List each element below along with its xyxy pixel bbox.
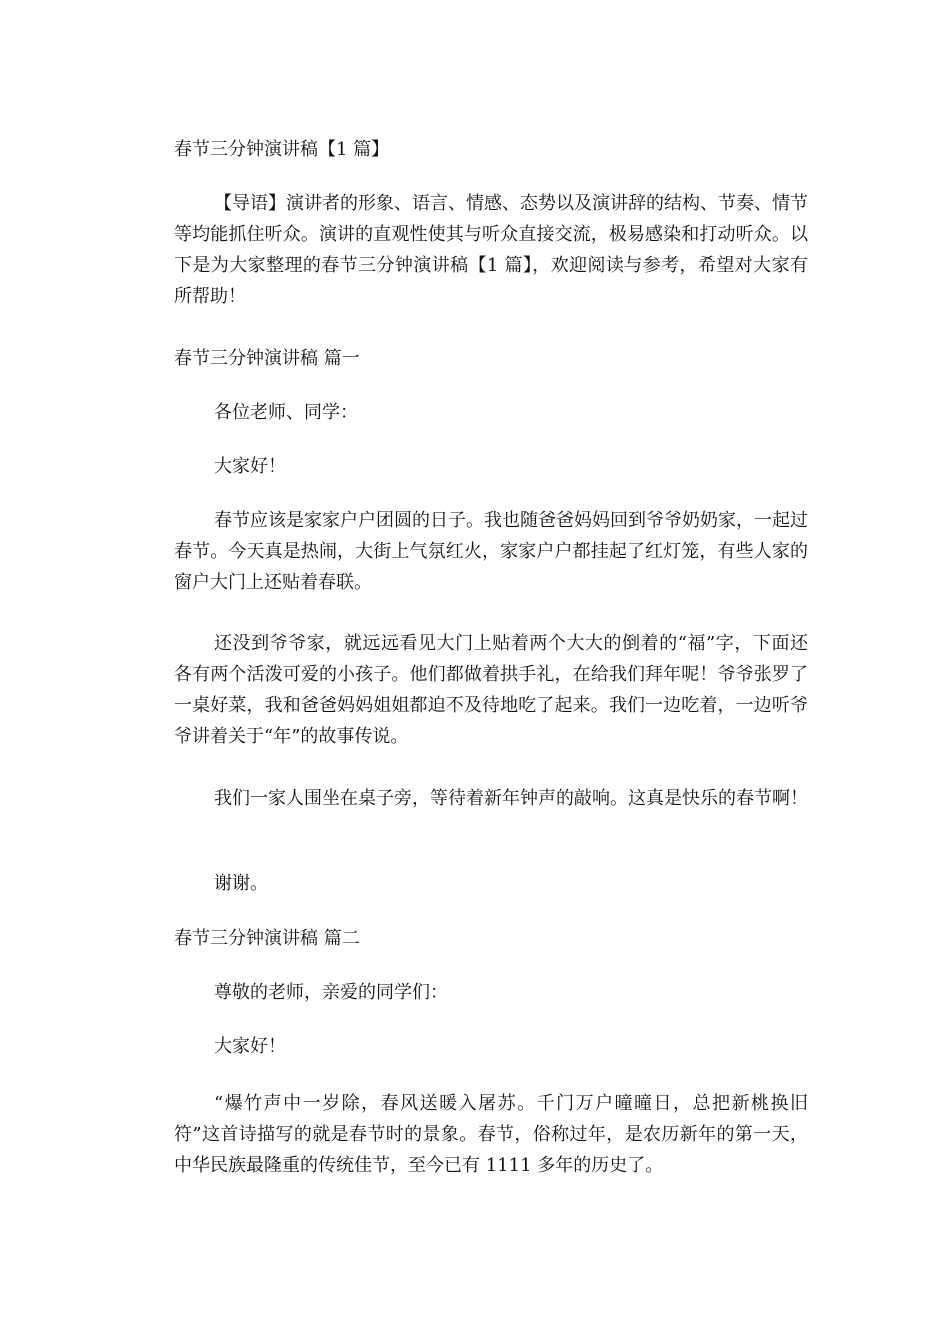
- intro-paragraph: 【导语】演讲者的形象、语言、情感、态势以及演讲辞的结构、节奏、情节等均能抓住听众。演讲的直观性使其与听众直接交流，极易感染和打动听众。以下是为大家整理的春节三分钟演讲稿【1 篇】，欢迎阅读与参考，希望对大家有所帮助！: [174, 193, 808, 307]
- greeting-2: 大家好！: [214, 1036, 286, 1057]
- greeting-1: 大家好！: [214, 456, 286, 477]
- document-title: 春节三分钟演讲稿【1 篇】: [174, 139, 390, 160]
- closing-1: 谢谢。: [214, 873, 268, 894]
- section-heading-2: 春节三分钟演讲稿 篇二: [174, 928, 360, 949]
- section1-paragraph-3: 我们一家人围坐在桌子旁，等待着新年钟声的敲响。这真是快乐的春节啊！: [214, 788, 808, 809]
- section2-paragraph-1: “爆竹声中一岁除，春风送暖入屠苏。千门万户曈曈日，总把新桃换旧符”这首诗描写的就是春节时的景象。春节，俗称过年，是农历新年的第一天，中华民族最隆重的传统佳节，至今已有 1111 多年的历史了。: [174, 1093, 808, 1176]
- salutation-2: 尊敬的老师，亲爱的同学们：: [214, 982, 448, 1003]
- salutation-1: 各位老师、同学：: [214, 402, 358, 423]
- section1-paragraph-1: 春节应该是家家户户团圆的日子。我也随爸爸妈妈回到爷爷奶奶家，一起过春节。今天真是热闹，大街上气氛红火，家家户户都挂起了红灯笼，有些人家的窗户大门上还贴着春联。: [174, 510, 808, 593]
- section-heading-1: 春节三分钟演讲稿 篇一: [174, 348, 360, 369]
- section1-paragraph-2: 还没到爷爷家，就远远看见大门上贴着两个大大的倒着的“福”字，下面还各有两个活泼可爱的小孩子。他们都做着拱手礼，在给我们拜年呢！爷爷张罗了一桌好菜，我和爸爸妈妈姐姐都迫不及待地吃了起来。我们一边吃着，一边听爷爷讲着关于“年”的故事传说。: [174, 633, 808, 747]
